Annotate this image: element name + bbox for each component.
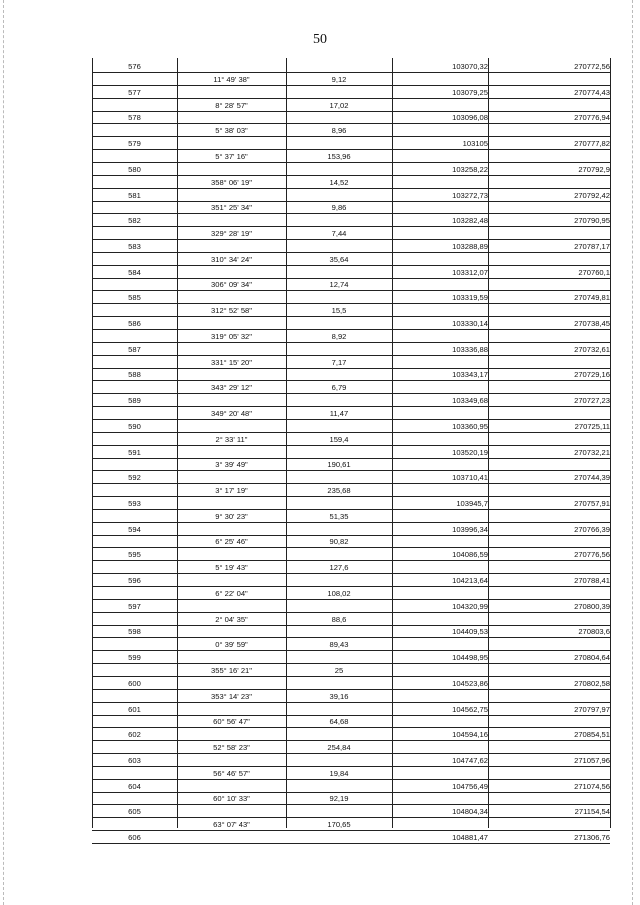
bearing-angle: 306° 09' 34" xyxy=(211,280,252,290)
bearing-angle: 353° 14' 23" xyxy=(211,691,252,701)
row-line xyxy=(92,727,610,728)
row-line xyxy=(92,239,610,240)
point-number: 583 xyxy=(128,241,141,251)
segment-distance: 9,86 xyxy=(331,203,347,213)
point-number: 603 xyxy=(128,755,141,765)
segment-distance: 153,96 xyxy=(327,151,351,161)
segment-distance: 170,65 xyxy=(327,820,351,830)
row-line xyxy=(92,111,610,112)
coordinate-y: 271154,54 xyxy=(574,807,610,817)
coordinate-y: 271306,76 xyxy=(574,833,610,842)
coordinate-y: 270792,9 xyxy=(578,164,610,174)
coordinate-x: 104409,53 xyxy=(452,627,488,637)
bearing-angle: 343° 29' 12" xyxy=(211,383,252,393)
coordinate-y: 270800,39 xyxy=(574,601,610,611)
row-line xyxy=(92,265,610,266)
bearing-angle: 5° 19' 43" xyxy=(215,563,248,573)
row-line xyxy=(92,316,610,317)
segment-distance: 7,17 xyxy=(331,357,347,367)
segment-distance: 190,61 xyxy=(327,460,351,470)
coordinate-y: 270776,56 xyxy=(574,550,610,560)
bearing-angle: 5° 38' 03" xyxy=(215,126,248,136)
coordinate-x: 103312,07 xyxy=(452,267,488,277)
point-number: 594 xyxy=(128,524,141,534)
coordinate-y: 270732,61 xyxy=(574,344,610,354)
coordinate-x: 104562,75 xyxy=(452,704,488,714)
bearing-angle: 358° 06' 19" xyxy=(211,177,252,187)
scan-edge-right xyxy=(632,0,633,905)
coordinate-x: 103319,59 xyxy=(452,293,488,303)
segment-distance: 35,64 xyxy=(329,254,349,264)
row-line xyxy=(92,72,610,73)
coordinate-y: 270787,17 xyxy=(574,241,610,251)
point-number: 588 xyxy=(128,370,141,380)
segment-distance: 92,19 xyxy=(329,794,349,804)
row-line xyxy=(92,406,610,407)
coordinate-x: 104320,99 xyxy=(452,601,488,611)
coordinate-x: 104213,64 xyxy=(452,576,488,585)
row-line xyxy=(92,535,610,536)
coordinate-x: 104881,47 xyxy=(452,833,488,842)
coordinate-y: 270854,51 xyxy=(574,730,610,740)
row-line xyxy=(92,136,610,137)
row-line xyxy=(92,458,610,459)
page-number: 50 xyxy=(313,32,327,47)
row-line xyxy=(92,445,610,446)
coordinate-x: 103272,73 xyxy=(452,190,488,200)
bearing-angle: 2° 04' 35" xyxy=(215,614,248,624)
row-line xyxy=(92,547,610,548)
row-line xyxy=(92,303,610,304)
row-line xyxy=(92,149,610,150)
coordinate-y: 270729,16 xyxy=(574,370,610,380)
coordinate-x: 103070,32 xyxy=(452,62,488,71)
row-line xyxy=(92,432,610,433)
coordinate-x: 103079,25 xyxy=(452,87,488,97)
row-line xyxy=(92,188,610,189)
segment-distance: 108,02 xyxy=(327,588,351,598)
row-line xyxy=(92,496,610,497)
row-line xyxy=(92,355,610,356)
row-line xyxy=(92,213,610,214)
bearing-angle: 63° 07' 43" xyxy=(213,820,250,830)
row-line xyxy=(92,162,610,163)
segment-distance: 8,92 xyxy=(331,331,347,341)
row-line xyxy=(92,573,610,574)
coordinate-x: 104498,95 xyxy=(452,653,488,663)
bearing-angle: 310° 34' 24" xyxy=(211,254,252,264)
column-divider xyxy=(610,58,611,828)
row-line xyxy=(92,637,610,638)
point-number: 585 xyxy=(128,293,141,303)
point-number: 584 xyxy=(128,267,141,277)
row-line xyxy=(92,804,610,805)
segment-distance: 51,35 xyxy=(329,511,349,521)
coordinates-table xyxy=(92,58,610,842)
coordinate-y: 271074,56 xyxy=(574,781,610,791)
coordinate-x: 103105 xyxy=(462,139,488,149)
segment-distance: 64,68 xyxy=(329,717,349,727)
coordinate-x: 103520,19 xyxy=(452,447,488,457)
point-number: 580 xyxy=(128,164,141,174)
coordinate-y: 270804,64 xyxy=(574,653,610,663)
bearing-angle: 312° 52' 58" xyxy=(211,306,252,316)
coordinate-y: 270797,97 xyxy=(574,704,610,714)
coordinate-x: 104804,34 xyxy=(452,807,488,817)
bearing-angle: 5° 37' 16" xyxy=(215,151,248,161)
coordinate-y: 270803,6 xyxy=(578,627,610,637)
coordinate-y: 270792,42 xyxy=(574,190,610,200)
bearing-angle: 349° 20' 48" xyxy=(211,408,252,418)
row-line xyxy=(92,753,610,754)
bearing-angle: 329° 28' 19" xyxy=(211,229,252,239)
row-line xyxy=(92,817,610,818)
segment-distance: 254,84 xyxy=(327,743,351,753)
point-number: 605 xyxy=(128,807,141,817)
row-line xyxy=(92,470,610,471)
row-line xyxy=(92,676,610,677)
row-line xyxy=(92,509,610,510)
point-number: 593 xyxy=(128,498,141,508)
coordinate-y: 270744,39 xyxy=(574,473,610,483)
point-number: 576 xyxy=(128,62,141,71)
segment-distance: 39,16 xyxy=(329,691,349,701)
coordinate-x: 104756,49 xyxy=(452,781,488,791)
point-number: 598 xyxy=(128,627,141,637)
coordinate-y: 270757,91 xyxy=(574,498,610,508)
coordinate-x: 104747,62 xyxy=(452,755,488,765)
segment-distance: 12,74 xyxy=(329,280,349,290)
bearing-angle: 331° 15' 20" xyxy=(211,357,252,367)
segment-distance: 88,6 xyxy=(331,614,347,624)
point-number: 591 xyxy=(128,447,141,457)
row-line xyxy=(92,419,610,420)
segment-distance: 90,82 xyxy=(329,537,349,547)
row-line xyxy=(92,586,610,587)
row-line xyxy=(92,329,610,330)
coordinate-y: 270777,82 xyxy=(574,139,610,149)
coordinate-y: 270790,95 xyxy=(574,216,610,226)
row-line xyxy=(92,123,610,124)
point-number: 606 xyxy=(128,833,141,842)
row-line xyxy=(92,380,610,381)
row-line xyxy=(92,689,610,690)
point-number: 587 xyxy=(128,344,141,354)
row-line xyxy=(92,252,610,253)
bearing-angle: 3° 39' 49" xyxy=(215,460,248,470)
coordinate-x: 103360,95 xyxy=(452,421,488,431)
row-line xyxy=(92,663,610,664)
coordinate-x: 104594,16 xyxy=(452,730,488,740)
point-number: 604 xyxy=(128,781,141,791)
segment-distance: 159,4 xyxy=(329,434,349,444)
coordinate-y: 271057,96 xyxy=(574,755,610,765)
row-line xyxy=(92,175,610,176)
point-number: 577 xyxy=(128,87,141,97)
row-line xyxy=(92,650,610,651)
segment-distance: 25 xyxy=(334,665,344,675)
bearing-angle: 9° 30' 23" xyxy=(215,511,248,521)
coordinate-x: 103330,14 xyxy=(452,319,488,328)
coordinate-x: 103288,89 xyxy=(452,241,488,251)
row-line xyxy=(92,483,610,484)
scan-edge-left xyxy=(3,0,4,905)
row-line xyxy=(92,98,610,99)
coordinate-x: 103710,41 xyxy=(452,473,488,483)
coordinate-y: 270725,11 xyxy=(574,421,610,431)
bearing-angle: 351° 25' 34" xyxy=(211,203,252,213)
coordinate-x: 104086,59 xyxy=(452,550,488,560)
row-line xyxy=(92,625,610,626)
coordinate-y: 270776,94 xyxy=(574,113,610,123)
coordinate-x: 103945,7 xyxy=(456,498,488,508)
row-line xyxy=(92,290,610,291)
coordinate-y: 270727,23 xyxy=(574,396,610,406)
coordinate-y: 270732,21 xyxy=(574,447,610,457)
coordinate-y: 270738,45 xyxy=(574,319,610,328)
segment-distance: 6,79 xyxy=(331,383,347,393)
segment-distance: 11,47 xyxy=(329,408,349,418)
bearing-angle: 8° 28' 57" xyxy=(215,100,248,110)
bearing-angle: 2° 33' 11" xyxy=(215,434,248,444)
row-line xyxy=(92,612,610,613)
coordinate-x: 103343,17 xyxy=(452,370,488,380)
row-line xyxy=(92,226,610,227)
row-line xyxy=(92,393,610,394)
point-number: 599 xyxy=(128,653,141,663)
row-line xyxy=(92,522,610,523)
segment-distance: 9,12 xyxy=(331,74,347,84)
row-line xyxy=(92,843,610,844)
row-line xyxy=(92,715,610,716)
coordinate-y: 270749,81 xyxy=(574,293,610,303)
bearing-angle: 355° 16' 21" xyxy=(211,665,252,675)
point-number: 586 xyxy=(128,319,141,328)
row-line xyxy=(92,368,610,369)
row-line xyxy=(92,201,610,202)
row-line xyxy=(92,599,610,600)
row-line xyxy=(92,278,610,279)
point-number: 601 xyxy=(128,704,141,714)
segment-distance: 7,44 xyxy=(331,229,347,239)
bearing-angle: 319° 05' 32" xyxy=(211,331,252,341)
row-line xyxy=(92,779,610,780)
coordinate-y: 270774,43 xyxy=(574,87,610,97)
coordinate-y: 270772,56 xyxy=(574,62,610,71)
segment-distance: 15,5 xyxy=(331,306,347,316)
bearing-angle: 6° 25' 46" xyxy=(215,537,248,547)
point-number: 592 xyxy=(128,473,141,483)
coordinate-x: 103282,48 xyxy=(452,216,488,226)
point-number: 581 xyxy=(128,190,141,200)
coordinate-y: 270802,58 xyxy=(574,678,610,688)
bearing-angle: 3° 17' 19" xyxy=(215,486,248,496)
segment-distance: 235,68 xyxy=(327,486,351,496)
row-line xyxy=(92,830,610,831)
row-line xyxy=(92,766,610,767)
point-number: 579 xyxy=(128,139,141,149)
point-number: 578 xyxy=(128,113,141,123)
row-line xyxy=(92,792,610,793)
row-line xyxy=(92,560,610,561)
coordinate-x: 104523,86 xyxy=(452,678,488,688)
bearing-angle: 11° 49' 38" xyxy=(213,74,250,84)
coordinate-x: 103258,22 xyxy=(452,164,488,174)
bearing-angle: 60° 56' 47" xyxy=(213,717,250,727)
point-number: 595 xyxy=(128,550,141,560)
coordinate-x: 103336,88 xyxy=(452,344,488,354)
bearing-angle: 60° 10' 33" xyxy=(213,794,250,804)
bearing-angle: 0° 39' 59" xyxy=(215,640,248,650)
point-number: 582 xyxy=(128,216,141,226)
point-number: 600 xyxy=(128,678,141,688)
bearing-angle: 56° 46' 57" xyxy=(213,768,250,778)
row-line xyxy=(92,342,610,343)
coordinate-y: 270788,41 xyxy=(574,576,610,585)
segment-distance: 19,84 xyxy=(329,768,349,778)
bearing-angle: 52° 58' 23" xyxy=(213,743,250,753)
segment-distance: 14,52 xyxy=(329,177,349,187)
point-number: 590 xyxy=(128,421,141,431)
coordinate-x: 103349,68 xyxy=(452,396,488,406)
point-number: 596 xyxy=(128,576,141,585)
row-line xyxy=(92,702,610,703)
bearing-angle: 6° 22' 04" xyxy=(215,588,248,598)
point-number: 597 xyxy=(128,601,141,611)
segment-distance: 89,43 xyxy=(329,640,349,650)
segment-distance: 8,96 xyxy=(331,126,347,136)
point-number: 589 xyxy=(128,396,141,406)
coordinate-x: 103096,08 xyxy=(452,113,488,123)
segment-distance: 17,02 xyxy=(329,100,349,110)
segment-distance: 127,6 xyxy=(329,563,349,573)
point-number: 602 xyxy=(128,730,141,740)
coordinate-y: 270766,39 xyxy=(574,524,610,534)
coordinate-y: 270760,1 xyxy=(578,267,610,277)
row-line xyxy=(92,85,610,86)
row-line xyxy=(92,740,610,741)
coordinate-x: 103996,34 xyxy=(452,524,488,534)
